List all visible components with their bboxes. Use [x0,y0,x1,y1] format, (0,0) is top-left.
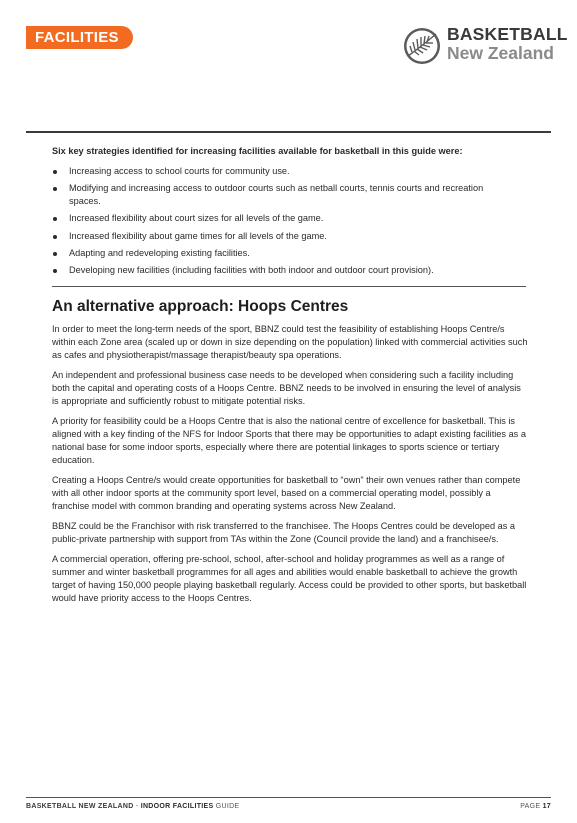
basketball-nz-logo [402,24,568,66]
fern-ball-icon [402,26,442,66]
bullet-icon [53,217,57,221]
list-item: Adapting and redeveloping existing facilities. [52,247,492,260]
paragraph: BBNZ could be the Franchisor with risk transferred to the franchisee. The Hoops Centres could be developed as a public-private partnership with support from TAs within the Zone (Council provide the land) and a franchisee/s. [52,521,516,544]
bullet-icon [53,269,57,273]
section-tab-label: FACILITIES [35,29,119,46]
section-heading: An alternative approach: Hoops Centres [52,298,349,315]
strategies-intro: Six key strategies identified for increasing facilities available for basketball in this guide were: [52,146,463,156]
paragraph: In order to meet the long-term needs of the sport, BBNZ could test the feasibility of establishing Hoops Centre/s within each Zone area (scaled up or down in size depending on the population) linked with commercial activities such as cafes and physiotherapist/massage therapist/beauty spa operations. [52,324,528,360]
footer-org: BASKETBALL NEW ZEALAND [26,803,134,810]
bullet-icon [53,235,57,239]
paragraph: A commercial operation, offering pre-school, school, after-school and holiday programmes as well as a range of summer and winter basketball programmes for all ages and abilities would enable basketball to achieve the growth target of having 150,000 people playing basketball regularly. Access could be provided to other sports, but basketball would have priority access to the Hoops Centres. [52,554,527,603]
footer-separator: - [133,803,141,810]
strategies-list [52,165,492,281]
footer-guide-bold: INDOOR FACILITIES [140,803,214,810]
paragraph: Creating a Hoops Centre/s would create opportunities for basketball to “own” their own venues rather than compete with all other indoor sports at the community sport level, based on a commercial operating model, possibly a franchise model with common branding and operating systems across New Zealand. [52,475,521,511]
section-tab [26,26,133,49]
section-divider [52,286,526,287]
bullet-icon [53,187,57,191]
header-divider [26,131,551,133]
page-number [520,803,551,810]
bullet-icon [53,252,57,256]
page-number-value: 17 [542,803,551,810]
footer-title [26,803,239,810]
list-item: Increasing access to school courts for community use. [52,165,492,178]
paragraph: An independent and professional business case needs to be developed when considering such a facility including both the capital and operating costs of a Hoops Centre. BBNZ needs to be involved in ensuring the level of analysis is appropriate and sufficiently robust to mitigate potential risks. [52,370,521,406]
logo-line-new-zealand: New Zealand [447,43,554,63]
section-body [52,323,530,612]
page-label: PAGE [520,803,543,810]
logo-line-basketball: BASKETBALL [447,24,568,44]
footer-divider [26,797,551,798]
bullet-icon [53,170,57,174]
list-item: Increased flexibility about game times for all levels of the game. [52,230,492,243]
list-item: Modifying and increasing access to outdoor courts such as netball courts, tennis courts and recreation spaces. [52,182,492,208]
list-item: Developing new facilities (including facilities with both indoor and outdoor court provision). [52,264,492,277]
list-item: Increased flexibility about court sizes for all levels of the game. [52,212,492,225]
footer-guide-rest: GUIDE [213,803,240,810]
paragraph: A priority for feasibility could be a Hoops Centre that is also the national centre of excellence for basketball. This is aligned with a key finding of the NFS for Indoor Sports that there may be opportunities to adapt existing facilities as a national base for some indoor sports, especially where there are potential linkages to sports science or tertiary education. [52,416,526,465]
